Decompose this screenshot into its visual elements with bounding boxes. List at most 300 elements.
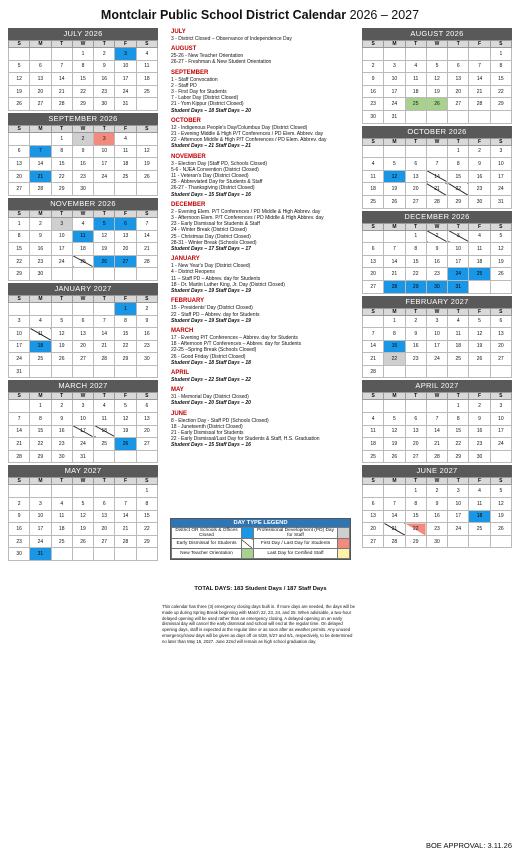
day-cell: 9 (72, 145, 93, 158)
weekday-header: S (9, 393, 30, 400)
day-cell: 20 (94, 523, 115, 536)
day-cell: 18 (405, 85, 426, 98)
day-cell: 3 (490, 145, 511, 158)
day-cell: 2 (94, 48, 115, 61)
day-cell (94, 548, 115, 561)
day-cell: 27 (30, 98, 51, 111)
day-cell: 13 (9, 158, 30, 171)
day-cell: 2 (469, 145, 490, 158)
day-cell: 28 (94, 353, 115, 366)
day-cell: 27 (405, 195, 426, 208)
day-cell: 3 (490, 400, 511, 413)
day-cell: 28 (9, 450, 30, 463)
day-cell: 10 (94, 145, 115, 158)
day-cell: 25 (469, 268, 490, 281)
day-cell: 30 (72, 183, 93, 196)
day-cell (30, 302, 51, 315)
day-cell: 3 (94, 132, 115, 145)
day-cell: 1 (115, 302, 136, 315)
day-cell: 10 (490, 158, 511, 171)
day-cell: 1 (30, 400, 51, 413)
day-cell: 31 (9, 365, 30, 378)
day-cell: 6 (490, 315, 511, 328)
weekday-header: S (490, 223, 511, 230)
day-cell: 30 (363, 110, 384, 123)
day-cell (363, 230, 384, 243)
day-cell: 29 (405, 535, 426, 548)
day-cell: 14 (94, 328, 115, 341)
days-summary: Student Days – 15 Staff Days – 16 (171, 442, 251, 449)
weekday-header: S (363, 223, 384, 230)
day-cell: 7 (115, 498, 136, 511)
weekday-header: T (448, 393, 469, 400)
day-cell: 14 (384, 510, 405, 523)
day-cell: 4 (448, 315, 469, 328)
event-item: 21 - Early Dismissal for Students (171, 429, 244, 436)
weekday-header: W (426, 308, 447, 315)
days-summary: Student Days – 19 Staff Days – 19 (171, 317, 251, 324)
legend-certified-swatch (338, 549, 350, 559)
day-cell: 13 (363, 255, 384, 268)
event-month-heading: SEPTEMBER (171, 69, 209, 76)
day-cell: 18 (51, 523, 72, 536)
day-cell: 11 (72, 230, 93, 243)
weekday-header: T (448, 478, 469, 485)
weekday-header: M (30, 41, 51, 48)
day-cell: 14 (51, 73, 72, 86)
day-cell: 10 (72, 413, 93, 426)
day-cell: 19 (9, 85, 30, 98)
legend-early-swatch (241, 539, 253, 549)
weekday-header: W (72, 125, 93, 132)
day-cell: 29 (115, 353, 136, 366)
event-item: 22 - Early Dismissal/Last Day for Students & Staff, H.S. Graduation (171, 436, 320, 443)
day-cell (405, 110, 426, 123)
day-cell: 31 (448, 280, 469, 293)
day-cell: 31 (384, 110, 405, 123)
day-cell: 6 (448, 60, 469, 73)
day-cell: 12 (426, 73, 447, 86)
day-cell: 20 (136, 425, 157, 438)
day-cell: 12 (384, 170, 405, 183)
day-cell: 15 (30, 425, 51, 438)
day-cell: 9 (94, 60, 115, 73)
event-month-heading: FEBRUARY (171, 298, 205, 305)
day-cell: 14 (426, 170, 447, 183)
day-cell: 21 (384, 268, 405, 281)
weekday-header: F (469, 223, 490, 230)
day-cell: 5 (115, 400, 136, 413)
weekday-header: S (363, 393, 384, 400)
event-item: 22 - Staff PD – Abbrev. day for Students (171, 311, 260, 318)
day-cell: 28 (469, 98, 490, 111)
day-cell: 12 (72, 510, 93, 523)
day-cell: 26 (469, 353, 490, 366)
weekday-header: T (405, 138, 426, 145)
day-cell: 10 (9, 328, 30, 341)
day-cell: 27 (94, 535, 115, 548)
day-cell (384, 145, 405, 158)
weekday-header: W (72, 210, 93, 217)
weekday-header: T (94, 295, 115, 302)
day-cell: 27 (72, 353, 93, 366)
day-cell: 9 (426, 498, 447, 511)
day-cell: 11 (469, 498, 490, 511)
day-cell (469, 48, 490, 61)
day-cell: 8 (72, 60, 93, 73)
day-cell: 12 (136, 145, 157, 158)
day-cell: 28 (363, 365, 384, 378)
day-cell: 8 (490, 60, 511, 73)
event-month-heading: OCTOBER (171, 117, 201, 124)
day-cell: 24 (426, 353, 447, 366)
day-cell: 21 (426, 183, 447, 196)
day-cell (30, 48, 51, 61)
day-cell: 17 (115, 73, 136, 86)
day-cell: 13 (405, 170, 426, 183)
day-cell: 17 (9, 340, 30, 353)
weekday-header: S (136, 210, 157, 217)
day-cell: 18 (115, 158, 136, 171)
event-item: 18 - Juneteenth (District Closed) (171, 423, 243, 430)
day-cell: 2 (426, 485, 447, 498)
day-cell: 30 (51, 450, 72, 463)
day-cell: 5 (469, 315, 490, 328)
day-cell: 15 (490, 73, 511, 86)
day-cell: 21 (363, 353, 384, 366)
day-cell (9, 132, 30, 145)
event-month-heading: JANUARY (171, 256, 200, 263)
day-cell: 16 (405, 340, 426, 353)
weekday-header: W (72, 41, 93, 48)
weekday-header: S (363, 138, 384, 145)
day-cell: 19 (384, 183, 405, 196)
day-cell: 26 (94, 255, 115, 268)
day-cell (448, 110, 469, 123)
day-cell: 7 (384, 498, 405, 511)
weekday-header: M (384, 393, 405, 400)
month-calendar (362, 211, 512, 294)
event-item: 25 - Christmas Day (District Closed) (171, 233, 251, 240)
day-cell: 5 (51, 315, 72, 328)
day-cell: 23 (363, 98, 384, 111)
day-cell: 28 (426, 195, 447, 208)
day-cell: 20 (363, 523, 384, 536)
day-cell: 14 (363, 340, 384, 353)
day-cell: 26 (490, 268, 511, 281)
day-cell: 11 (51, 510, 72, 523)
day-cell: 14 (384, 255, 405, 268)
day-cell: 22 (72, 85, 93, 98)
event-item: 2 - Staff PD (171, 82, 197, 89)
day-cell: 14 (136, 230, 157, 243)
weekday-header: S (136, 125, 157, 132)
day-cell: 4 (72, 217, 93, 230)
day-cell (426, 110, 447, 123)
month-calendar (8, 465, 158, 561)
event-item: 31 - Memorial Day (District Closed) (171, 394, 249, 401)
legend-early-label: Early Dismissal for Students (172, 539, 242, 549)
day-cell (448, 535, 469, 548)
weekday-header: F (115, 478, 136, 485)
day-cell: 30 (94, 98, 115, 111)
day-cell (490, 365, 511, 378)
day-cell: 23 (136, 340, 157, 353)
days-summary: Student Days – 21 Staff Days – 21 (171, 143, 251, 150)
legend-firstlast-swatch (338, 539, 350, 549)
day-cell (384, 230, 405, 243)
day-cell: 4 (115, 132, 136, 145)
weekday-header: S (136, 478, 157, 485)
day-cell: 10 (384, 73, 405, 86)
day-cell: 12 (94, 230, 115, 243)
day-cell: 1 (405, 230, 426, 243)
day-cell: 11 (448, 328, 469, 341)
day-cell: 29 (448, 450, 469, 463)
day-cell: 21 (469, 85, 490, 98)
day-cell: 27 (490, 353, 511, 366)
day-cell: 27 (363, 535, 384, 548)
day-cell: 29 (30, 450, 51, 463)
day-cell (136, 132, 157, 145)
weekday-header: T (94, 41, 115, 48)
day-cell: 22 (384, 353, 405, 366)
day-cell: 7 (94, 315, 115, 328)
day-cell: 24 (490, 183, 511, 196)
day-cell (51, 548, 72, 561)
day-cell: 26 (115, 438, 136, 451)
day-cell (115, 183, 136, 196)
day-cell: 30 (136, 353, 157, 366)
day-cell: 12 (384, 425, 405, 438)
day-cell: 16 (51, 425, 72, 438)
day-cell: 7 (51, 60, 72, 73)
legend-certified-label: Last Day for Certified Staff (253, 549, 337, 559)
weekday-header: S (136, 41, 157, 48)
day-cell: 27 (9, 183, 30, 196)
legend-closed-swatch (241, 528, 253, 539)
day-cell (51, 365, 72, 378)
days-summary: Student Days – 18 Staff Days – 20 (171, 107, 251, 114)
weekday-header: T (51, 41, 72, 48)
weekday-header: T (51, 393, 72, 400)
day-cell (426, 48, 447, 61)
day-cell: 17 (448, 510, 469, 523)
day-cell (426, 400, 447, 413)
day-cell: 15 (136, 510, 157, 523)
month-calendar (362, 126, 512, 209)
month-header: APRIL 2027 (362, 380, 512, 392)
weekday-header: W (72, 393, 93, 400)
day-cell: 16 (426, 255, 447, 268)
day-cell: 8 (448, 413, 469, 426)
day-cell: 19 (384, 438, 405, 451)
day-cell: 12 (490, 243, 511, 256)
day-cell: 17 (51, 243, 72, 256)
day-cell: 1 (136, 485, 157, 498)
day-cell (363, 315, 384, 328)
day-cell: 5 (490, 230, 511, 243)
day-cell: 26 (51, 353, 72, 366)
day-cell (94, 485, 115, 498)
weekday-header: W (426, 393, 447, 400)
day-cell (490, 110, 511, 123)
day-cell: 20 (72, 340, 93, 353)
day-cell: 17 (94, 158, 115, 171)
day-cell: 13 (405, 425, 426, 438)
weekday-header: T (94, 393, 115, 400)
day-cell: 17 (490, 170, 511, 183)
day-cell: 10 (490, 413, 511, 426)
weekday-header: W (426, 138, 447, 145)
weekday-header: M (384, 478, 405, 485)
weekday-header: T (94, 478, 115, 485)
day-cell: 2 (136, 302, 157, 315)
day-cell: 9 (136, 315, 157, 328)
day-cell: 29 (72, 98, 93, 111)
day-cell: 15 (384, 340, 405, 353)
day-cell: 2 (363, 60, 384, 73)
day-cell: 5 (490, 485, 511, 498)
day-cell: 15 (115, 328, 136, 341)
day-cell: 20 (405, 183, 426, 196)
day-cell: 4 (469, 230, 490, 243)
day-cell (30, 485, 51, 498)
month-header: DECEMBER 2026 (362, 211, 512, 223)
total-days: TOTAL DAYS: 183 Student Days / 187 Staff Days (194, 586, 327, 592)
event-month-heading: JULY (171, 29, 186, 35)
legend-newteacher-label: New Teacher Orientation (172, 549, 242, 559)
weekday-header: T (405, 308, 426, 315)
weekday-header: M (384, 138, 405, 145)
day-cell: 12 (490, 498, 511, 511)
day-cell: 13 (448, 73, 469, 86)
day-cell: 6 (136, 400, 157, 413)
day-cell (405, 365, 426, 378)
day-cell: 26 (426, 98, 447, 111)
day-cell (72, 365, 93, 378)
day-cell: 31 (72, 450, 93, 463)
day-cell (51, 48, 72, 61)
day-cell: 15 (448, 170, 469, 183)
day-cell (363, 48, 384, 61)
event-item: 17 - Evening P/T Conferences – Abbrev. day for Students (171, 334, 298, 341)
day-cell: 31 (115, 98, 136, 111)
day-cell (426, 145, 447, 158)
month-header: MARCH 2027 (8, 380, 158, 392)
day-cell (72, 485, 93, 498)
day-cell: 14 (469, 73, 490, 86)
day-cell (115, 485, 136, 498)
day-cell: 6 (363, 498, 384, 511)
days-summary: Student Days – 22 Staff Days – 22 (171, 376, 251, 383)
event-item: 4 - District Reopens (171, 269, 215, 276)
event-item: 28-31 - Winter Break (Schools Closed) (171, 239, 257, 246)
day-cell: 6 (363, 243, 384, 256)
day-cell: 6 (94, 498, 115, 511)
day-cell (136, 365, 157, 378)
day-cell (363, 145, 384, 158)
day-cell: 17 (448, 255, 469, 268)
day-cell: 25 (94, 438, 115, 451)
day-cell (363, 400, 384, 413)
day-cell: 14 (9, 425, 30, 438)
event-item: 1 - Staff Convocation (171, 76, 218, 83)
day-cell: 27 (448, 98, 469, 111)
day-cell: 23 (469, 183, 490, 196)
day-cell (94, 365, 115, 378)
day-cell (51, 485, 72, 498)
day-cell: 8 (9, 230, 30, 243)
day-cell: 2 (30, 217, 51, 230)
day-cell (94, 268, 115, 281)
day-cell: 20 (9, 170, 30, 183)
day-cell (94, 450, 115, 463)
month-header: JANUARY 2027 (8, 283, 158, 295)
day-cell: 8 (136, 498, 157, 511)
day-cell: 18 (72, 243, 93, 256)
event-item: 26 - Good Friday (District Closed) (171, 353, 246, 360)
weekday-header: S (9, 210, 30, 217)
day-cell (426, 365, 447, 378)
day-cell: 21 (51, 85, 72, 98)
event-item: 12 - Indigenous People's Day/Columbus Day (District Closed) (171, 124, 308, 131)
event-item: 23 - Early Dismissal for Students & Staff (171, 221, 260, 228)
day-cell: 23 (72, 170, 93, 183)
day-cell: 19 (469, 340, 490, 353)
weekday-header: S (490, 308, 511, 315)
weekday-header: F (115, 41, 136, 48)
event-item: 21 - Yom Kippur (District Closed) (171, 101, 244, 108)
day-cell: 13 (115, 230, 136, 243)
day-cell: 12 (9, 73, 30, 86)
day-cell: 1 (9, 217, 30, 230)
day-cell: 27 (405, 450, 426, 463)
day-cell: 24 (448, 523, 469, 536)
event-item: 11 - Veteran's Day (District Closed) (171, 173, 249, 180)
day-cell (115, 268, 136, 281)
weekday-header: F (115, 125, 136, 132)
day-cell: 10 (448, 498, 469, 511)
day-cell (115, 450, 136, 463)
day-cell: 31 (490, 195, 511, 208)
day-cell: 25 (448, 353, 469, 366)
day-cell: 19 (490, 510, 511, 523)
day-cell: 18 (363, 183, 384, 196)
event-item: 3 - Afternoon Elem. P/T Conferences / PD Middle & High Abbrev. day (171, 215, 324, 222)
day-cell: 4 (469, 485, 490, 498)
day-cell (136, 450, 157, 463)
month-header: JULY 2026 (8, 28, 158, 40)
weekday-header: S (136, 295, 157, 302)
weekday-header: S (9, 125, 30, 132)
day-cell: 15 (9, 243, 30, 256)
weekday-header: T (94, 125, 115, 132)
event-item: 22 - Afternoon Middle & High P/T Conferences / PD Elem. Abbrev. day (171, 137, 327, 144)
event-item: 25 - Abbreviated Day for Students & Staff (171, 179, 263, 186)
day-cell (115, 548, 136, 561)
days-summary: Student Days – 19 Staff Days – 19 (171, 288, 251, 295)
day-cell: 16 (469, 170, 490, 183)
day-cell: 17 (384, 85, 405, 98)
month-header: JUNE 2027 (362, 465, 512, 477)
event-item: 8 - Election Day - Staff PD (Schools Closed) (171, 417, 269, 424)
day-cell: 28 (384, 280, 405, 293)
day-cell: 1 (384, 315, 405, 328)
day-cell (490, 535, 511, 548)
legend-firstlast-label: First Day / Last Day for Students (253, 539, 337, 549)
day-cell: 7 (426, 413, 447, 426)
